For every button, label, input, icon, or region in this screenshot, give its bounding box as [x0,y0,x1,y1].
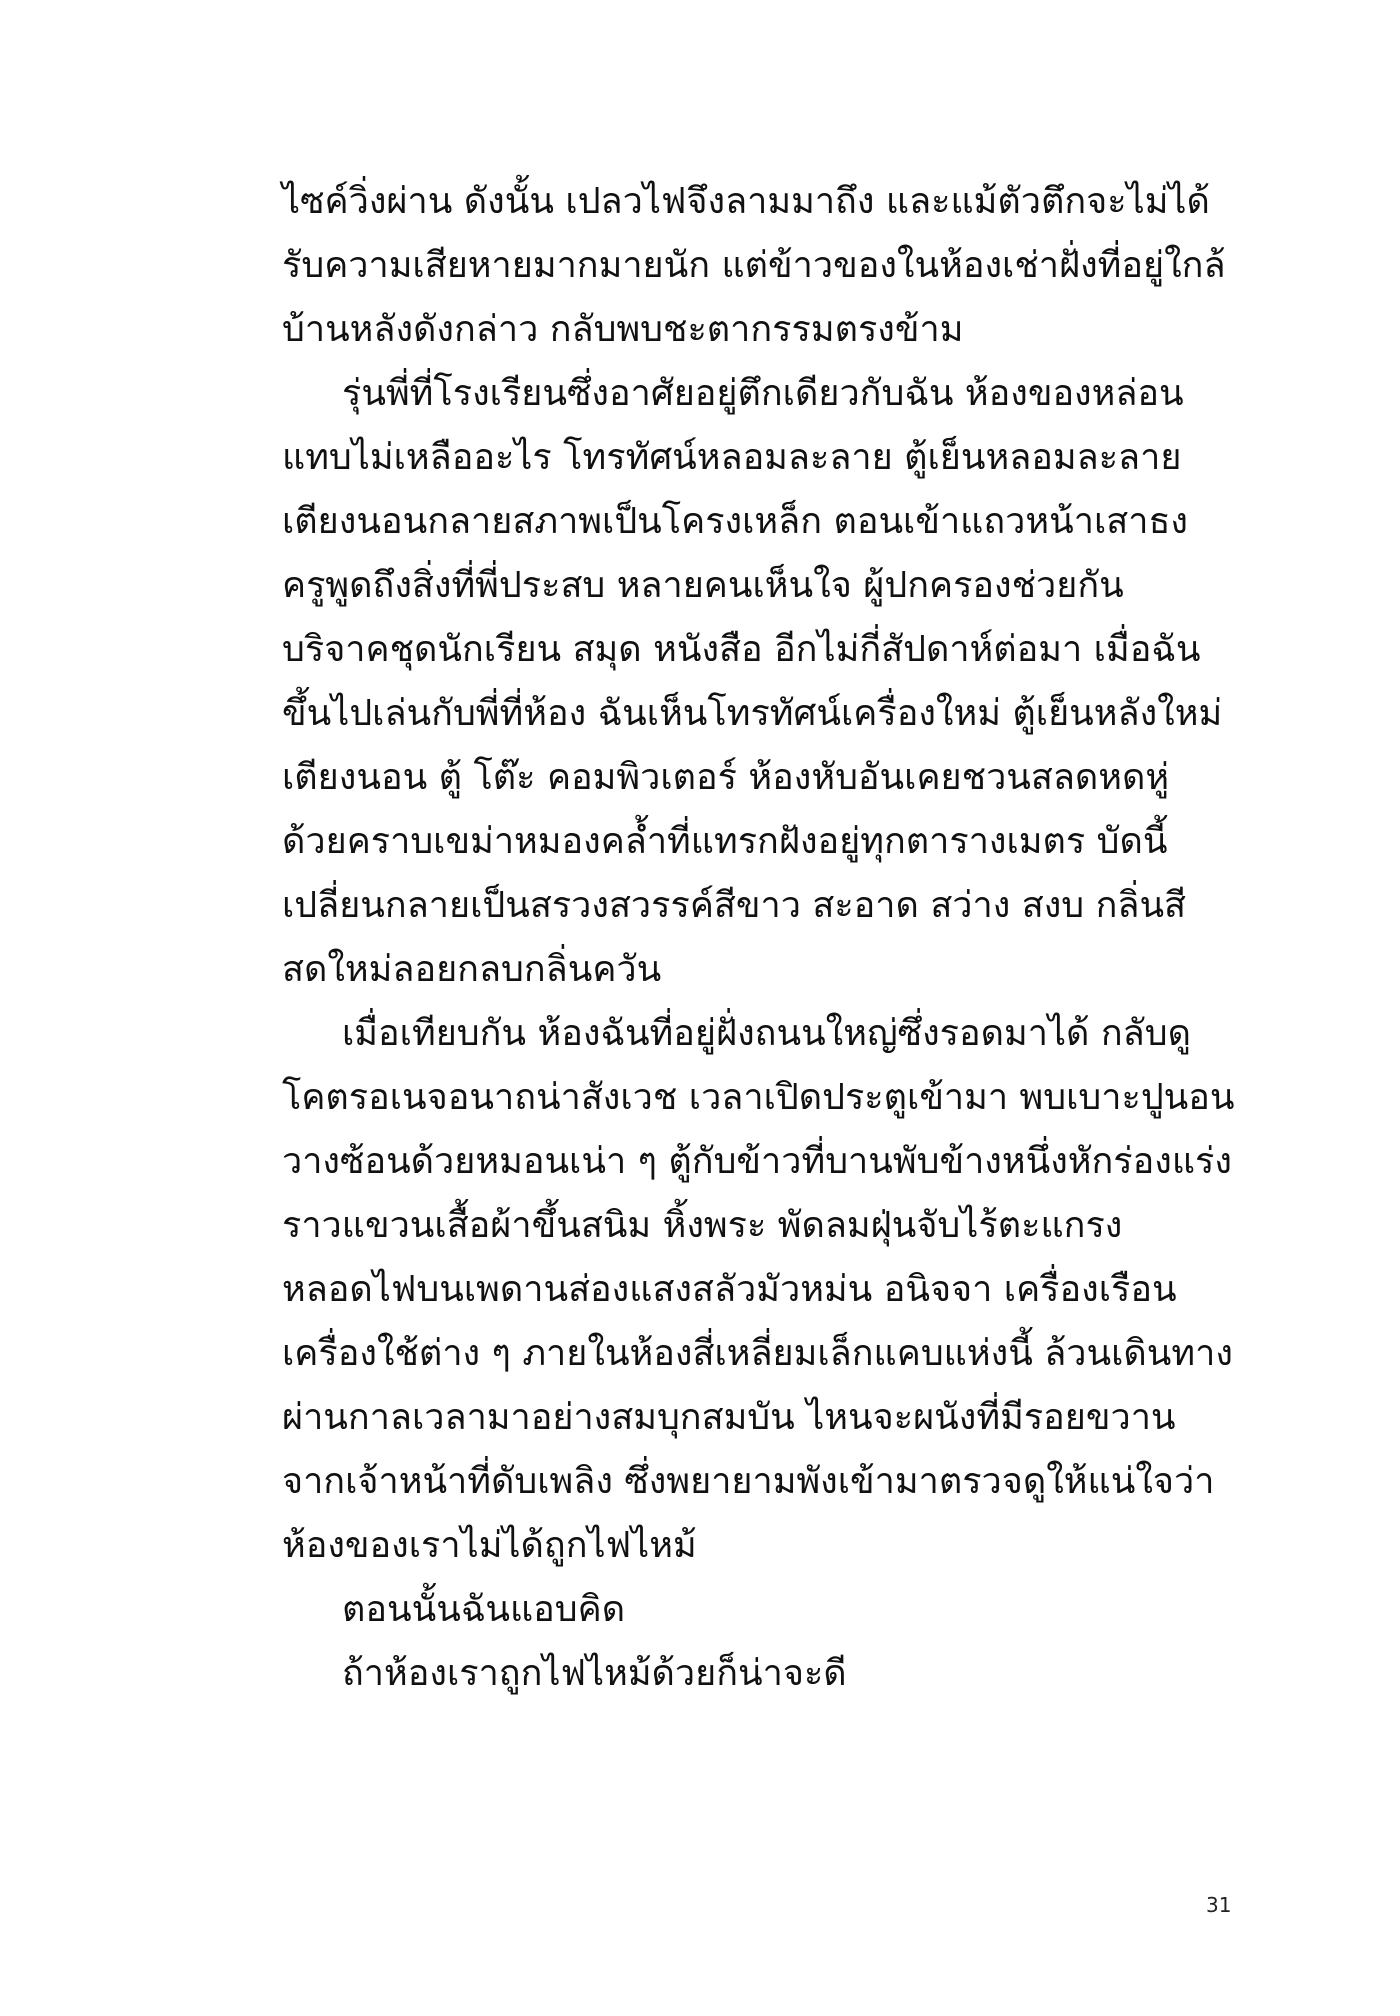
text-line: เครื่องใช้ต่าง ๆ ภายในห้องสี่เหลี่ยมเล็กแคบแห่งนี้ ล้วนเดินทาง [282,1333,1233,1374]
paragraph-start-line: เมื่อเทียบกัน ห้องฉันที่อยู่ฝั่งถนนใหญ่ซึ่งรอดมาได้ กลับดู [342,1013,1191,1054]
text-line: วางซ้อนด้วยหมอนเน่า ๆ ตู้กับข้าวที่บานพับข้างหนึ่งหักร่องแร่ง [282,1141,1232,1182]
text-line: บ้านหลังดังกล่าว กลับพบชะตากรรมตรงข้าม [282,309,964,350]
text-line: ราวแขวนเสื้อผ้าขึ้นสนิม หิ้งพระ พัดลมฝุ่นจับไร้ตะแกรง [282,1205,1123,1246]
text-line: ด้วยคราบเขม่าหมองคล้ำที่แทรกฝังอยู่ทุกตารางเมตร บัดนี้ [282,821,1168,862]
paragraph-start-line: รุ่นพี่ที่โรงเรียนซึ่งอาศัยอยู่ตึกเดียวกับฉัน ห้องของหล่อน [342,373,1184,414]
text-line: หลอดไฟบนเพดานส่องแสงสลัวมัวหม่น อนิจจา เครื่องเรือน [282,1269,1177,1310]
text-line: ผ่านกาลเวลามาอย่างสมบุกสมบัน ไหนจะผนังที่มีรอยขวาน [282,1397,1176,1438]
text-line: แทบไม่เหลืออะไร โทรทัศน์หลอมละลาย ตู้เย็นหลอมละลาย [282,437,1182,478]
text-line: เตียงนอนกลายสภาพเป็นโครงเหล็ก ตอนเข้าแถวหน้าเสาธง [282,501,1188,542]
body-text [282,170,1235,1706]
page-number: 31 [1206,1893,1232,1917]
text-line: เปลี่ยนกลายเป็นสรวงสวรรค์สีขาว สะอาด สว่าง สงบ กลิ่นสี [282,885,1187,926]
text-line: เตียงนอน ตู้ โต๊ะ คอมพิวเตอร์ ห้องหับอันเคยชวนสลดหดหู่ [282,757,1170,798]
text-line: ไซค์วิ่งผ่าน ดังนั้น เปลวไฟจึงลามมาถึง และแม้ตัวตึกจะไม่ได้ [282,181,1210,222]
paragraph-start-line: ถ้าห้องเราถูกไฟไหม้ด้วยก็น่าจะดี [342,1653,847,1694]
text-line: สดใหม่ลอยกลบกลิ่นควัน [282,949,662,990]
text-line: ครูพูดถึงสิ่งที่พี่ประสบ หลายคนเห็นใจ ผู้ปกครองช่วยกัน [282,565,1124,606]
text-line: ขึ้นไปเล่นกับพี่ที่ห้อง ฉันเห็นโทรทัศน์เครื่องใหม่ ตู้เย็นหลังใหม่ [282,693,1223,734]
text-line: จากเจ้าหน้าที่ดับเพลิง ซึ่งพยายามพังเข้ามาตรวจดูให้แน่ใจว่า [282,1461,1215,1502]
text-line: รับความเสียหายมากมายนัก แต่ข้าวของในห้องเช่าฝั่งที่อยู่ใกล้ [282,245,1226,286]
text-line: ห้องของเราไม่ได้ถูกไฟไหม้ [282,1525,697,1566]
text-line: บริจาคชุดนักเรียน สมุด หนังสือ อีกไม่กี่สัปดาห์ต่อมา เมื่อฉัน [282,629,1201,670]
paragraph-start-line: ตอนนั้นฉันแอบคิด [342,1589,626,1630]
text-line: โคตรอเนจอนาถน่าสังเวช เวลาเปิดประตูเข้ามา พบเบาะปูนอน [282,1077,1235,1118]
